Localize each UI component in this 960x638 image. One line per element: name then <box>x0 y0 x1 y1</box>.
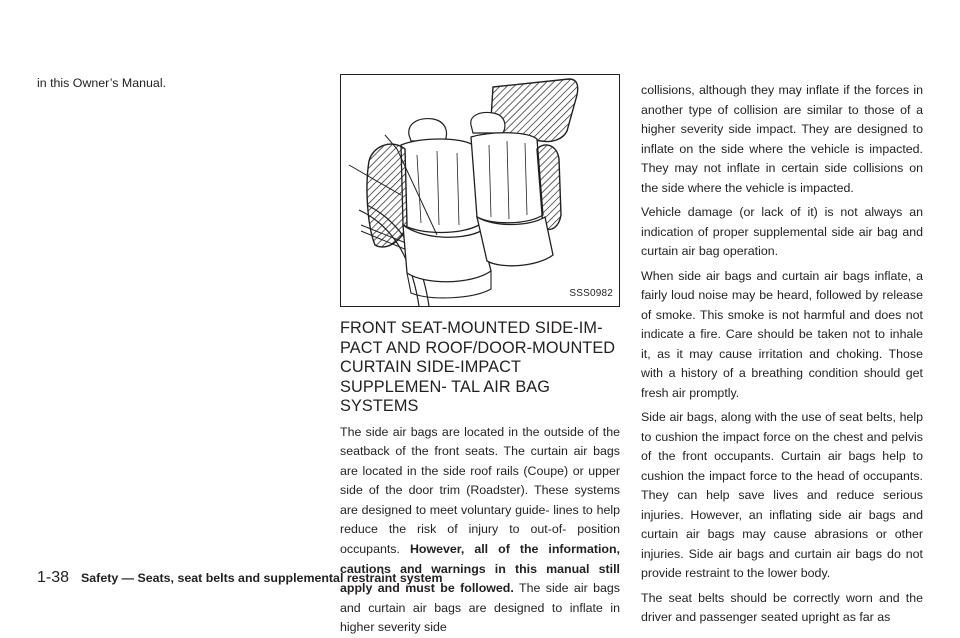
left-column <box>37 74 299 99</box>
right-column <box>641 81 923 633</box>
section-continued: The side air bags and curtain air bags are designed to inflate in higher severity side <box>340 581 620 634</box>
section-body <box>340 423 620 638</box>
right-paragraph: The seat belts should be correctly worn and the driver and passenger seated upright as far as <box>641 589 923 628</box>
middle-column <box>340 74 620 638</box>
right-paragraph: Vehicle damage (or lack of it) is not always an indication of proper supplemental side air bag and curtain air bag operation. <box>641 203 923 262</box>
section-intro: The side air bags are located in the outside of the seatback of the front seats. The curtain air bags are located in the side roof rails (Coupe) or upper side of the door trim (Roadster). These systems are designed to meet voluntary guide- lines to help reduce the risk of injury to out-of- position occupants. <box>340 425 620 557</box>
section-heading: FRONT SEAT-MOUNTED SIDE-IM- PACT AND ROOF/DOOR-MOUNTED CURTAIN SIDE-IMPACT SUPPLEMEN- TAL AIR BAG SYSTEMS <box>340 319 620 417</box>
left-column-text: in this Owner’s Manual. <box>37 74 299 94</box>
page-footer <box>37 568 443 588</box>
right-paragraph: collisions, although they may inflate if the forces in another type of collision are similar to those of a higher severity side impact. They are designed to inflate on the side where the vehicle is impacted. They may not inflate in certain side collisions on the side where the vehicle is impacted. <box>641 81 923 198</box>
page-number: 1-38 <box>37 569 69 586</box>
right-paragraph: When side air bags and curtain air bags inflate, a fairly loud noise may be heard, followed by release of smoke. This smoke is not harmful and does not indicate a fire. Care should be taken not to inhale it, as it may cause irritation and choking. Those with a history of a breathing condition should get fresh air promptly. <box>641 267 923 404</box>
footer-section-title: Safety — Seats, seat belts and supplemental restraint system <box>81 571 443 585</box>
seat-airbag-illustration <box>340 74 620 307</box>
right-paragraph: Side air bags, along with the use of seat belts, help to cushion the impact force on the chest and pelvis of the front occupants. Curtain air bags help to cushion the impact force to the head of occupants. They can help save lives and reduce serious injuries. However, an inflating side air bags and curtain air bags may cause abrasions or other injuries. Side air bags and curtain air bags do not provide restraint to the lower body. <box>641 408 923 584</box>
seat-airbag-drawing <box>341 75 619 306</box>
section-warning: However, all of the information, cautions and warnings in this manual still apply and must be followed. <box>340 542 620 595</box>
figure-code: SSS0982 <box>569 284 613 304</box>
